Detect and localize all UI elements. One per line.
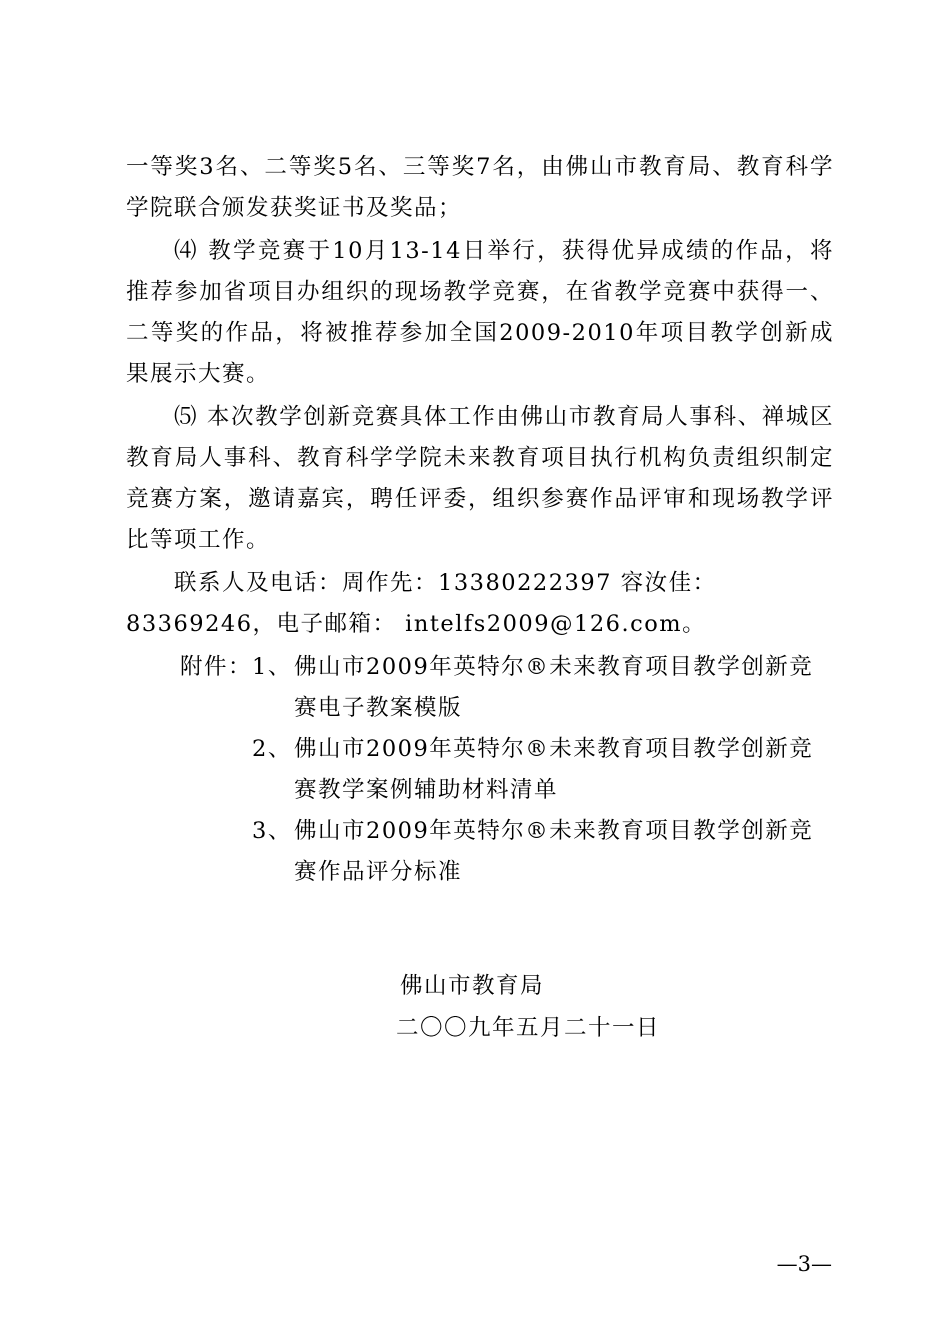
page-number: —3—: [776, 1252, 832, 1276]
signature-organization: 佛山市教育局: [400, 973, 545, 999]
attachment-item: [126, 647, 834, 729]
paragraph-contact: 联系人及电话：周作先：13380222397 容汝佳：83369246，电子邮箱： intelfs2009@126.com。: [126, 570, 717, 637]
attachment-title: 佛山市2009年英特尔®未来教育项目教学创新竞赛作品评分标准: [294, 818, 814, 885]
paragraph-awards: 一等奖3名、二等奖5名、三等奖7名，由佛山市教育局、教育科学学院联合颁发获奖证书及奖品；: [126, 154, 834, 221]
attachment-list: [126, 647, 834, 893]
document-body: [126, 147, 834, 893]
attachment-number: 1、: [252, 654, 292, 680]
attachment-item: [126, 729, 834, 811]
paragraph-competition: ⑷ 教学竞赛于10月13-14日举行，获得优异成绩的作品，将推荐参加省项目办组织的现场教学竞赛，在省教学竞赛中获得一、二等奖的作品，将被推荐参加全国2009-2010年项目教学创新成果展示大赛。: [126, 238, 834, 387]
attachment-label: 附件：: [179, 654, 252, 680]
paragraph-organization: ⑸ 本次教学创新竞赛具体工作由佛山市教育局人事科、禅城区教育局人事科、教育科学学院未来教育项目执行机构负责组织制定竞赛方案，邀请嘉宾，聘任评委，组织参赛作品评审和现场教学评比等项工作。: [126, 404, 834, 553]
attachment-title: 佛山市2009年英特尔®未来教育项目教学创新竞赛教学案例辅助材料清单: [294, 736, 814, 803]
attachment-number: 2、: [252, 736, 292, 762]
attachment-title: 佛山市2009年英特尔®未来教育项目教学创新竞赛电子教案模版: [294, 654, 814, 721]
attachment-number: 3、: [252, 818, 292, 844]
signature-date: 二〇〇九年五月二十一日: [396, 1015, 661, 1041]
attachment-item: [126, 811, 834, 893]
